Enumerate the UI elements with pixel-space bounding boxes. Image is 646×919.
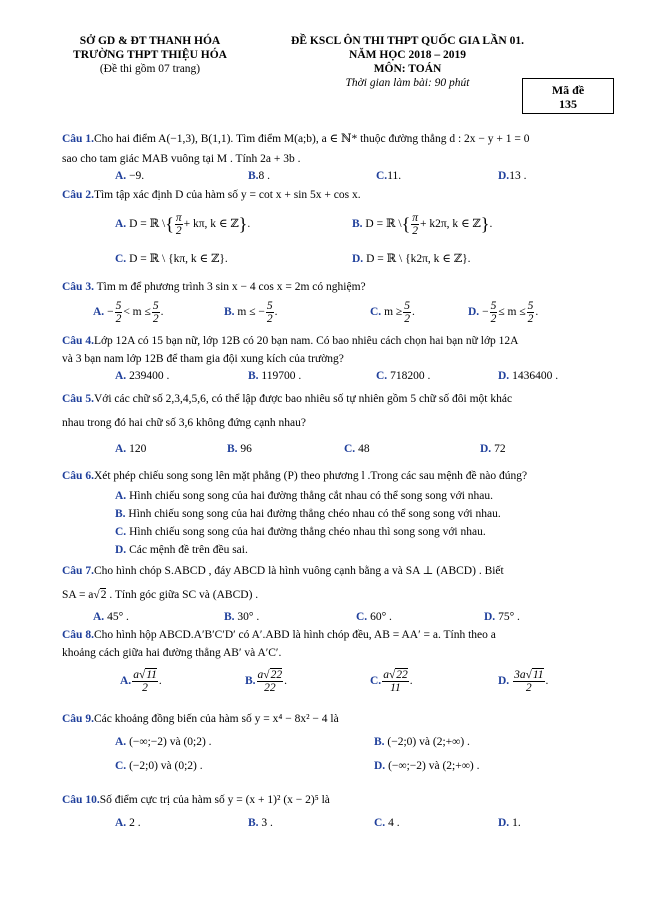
page-count-note: (Đề thi gồm 07 trang) — [99, 63, 201, 75]
question-2 — [62, 188, 622, 202]
q6-option-a: A. Hình chiếu song song của hai đường thẳng cắt nhau có thể song song với nhau. — [115, 490, 494, 502]
q1-option-a: A. −9. — [115, 170, 145, 182]
question-5-cont — [62, 416, 622, 430]
q5-option-d: D. 72 — [480, 443, 506, 455]
question-4 — [62, 334, 622, 348]
q3-option-d: D. − $\frac{5}{2}$ ≤ m ≤ $\frac{5}{2}$ . — [468, 300, 539, 325]
subject: MÔN: TOÁN — [373, 63, 442, 75]
q6-option-d: D. Các mệnh đề trên đều sai. — [115, 544, 248, 556]
question-text: Tìm m để phương trình 3 sin x − 4 cos x = 2m có nghiệm? — [96, 281, 366, 293]
q7-option-d: D. 75° . — [484, 611, 520, 623]
q10-option-d: D. 1. — [498, 817, 521, 829]
school-name: TRƯỜNG THPT THIỆU HÓA — [73, 49, 227, 61]
question-8-cont — [62, 646, 622, 660]
q5-option-c: C. 48 — [344, 443, 370, 455]
question-1 — [62, 132, 622, 146]
question-3 — [62, 280, 622, 294]
question-label: Câu 7. — [62, 565, 94, 577]
q7-option-a: A. 45° . — [93, 611, 129, 623]
question-text: Với các chữ số 2,3,4,5,6, có thể lập được bao nhiêu số tự nhiên gồm 5 chữ số đôi một khác — [93, 393, 513, 405]
question-label: Câu 10. — [62, 794, 100, 806]
q7-option-b: B. 30° . — [224, 611, 260, 623]
q9-option-b: B. (−2;0) và (2;+∞) . — [374, 736, 470, 748]
q3-option-a: A. − $\frac{5}{2}$ < m ≤ $\frac{5}{2}$ . — [93, 300, 164, 325]
q2-option-a: A. D = ℝ \{ $\frac{\pi}{2}$ + kπ, k ∈ ℤ}. — [115, 212, 251, 237]
q6-option-c: C. Hình chiếu song song của hai đường thẳng chéo nhau thì song song với nhau. — [115, 526, 486, 538]
q4-option-c: C. 718200 . — [376, 370, 431, 382]
q4-option-b: B. 119700 . — [248, 370, 302, 382]
question-label: Câu 8. — [62, 629, 94, 641]
time-limit: Thời gian làm bài: 90 phút — [345, 77, 470, 89]
q8-option-b: B. $\frac{a√22}{22}$ . — [245, 669, 287, 694]
exam-code-value: 135 — [559, 97, 577, 111]
header-right — [275, 34, 540, 90]
question-6 — [62, 469, 622, 483]
question-label: Câu 3. — [62, 281, 94, 293]
question-5 — [62, 392, 622, 406]
q4-option-d: D. 1436400 . — [498, 370, 559, 382]
question-text: và 3 bạn nam lớp 12B để tham gia đội xung kích của trường? — [62, 353, 344, 365]
q1-option-c: C.11. — [376, 170, 402, 182]
q2-option-b: B. D = ℝ \{ $\frac{\pi}{2}$ + k2π, k ∈ ℤ}. — [352, 212, 493, 237]
q6-option-b: B. Hình chiếu song song của hai đường thẳng chéo nhau có thể song song với nhau. — [115, 508, 501, 520]
question-text: Xét phép chiếu song song lên mặt phẳng (P) theo phương l .Trong các sau mệnh đề nào đúng? — [93, 470, 528, 482]
question-1-cont — [62, 152, 622, 166]
header-left — [40, 34, 260, 76]
fraction: $\frac{\pi}{2}$ — [175, 212, 182, 237]
question-text: Lớp 12A có 15 bạn nữ, lớp 12B có 20 bạn nam. Có bao nhiêu cách chọn hai bạn nữ lớp 12A — [93, 335, 519, 347]
q1-option-d: D.13 . — [498, 170, 527, 182]
q3-option-b: B. m ≤ − $\frac{5}{2}$ . — [224, 300, 278, 325]
question-text: Cho hai điểm A(−1,3), B(1,1). Tìm điểm M(a;b), a ∈ ℕ* thuộc đường thẳng d : 2x − y + 1 = 0 — [93, 133, 530, 145]
question-label: Câu 5. — [62, 393, 94, 405]
question-text: Cho hình hộp ABCD.A′B′C′D′ có A′.ABD là hình chóp đều, AB = AA′ = a. Tính theo a — [93, 629, 496, 641]
q7-option-c: C. 60° . — [356, 611, 392, 623]
question-label: Câu 2. — [62, 189, 94, 201]
q4-option-a: A. 239400 . — [115, 370, 170, 382]
question-text: Tìm tập xác định D của hàm số y = cot x + sin 5x + cos x. — [93, 189, 361, 201]
q8-option-d: D. $\frac{3a√11}{2}$ . — [498, 669, 549, 694]
exam-code-label: Mã đề — [551, 83, 585, 97]
question-label: Câu 6. — [62, 470, 94, 482]
question-label: Câu 9. — [62, 713, 94, 725]
q9-option-c: C. (−2;0) và (0;2) . — [115, 760, 203, 772]
question-9 — [62, 712, 622, 726]
q9-option-a: A. (−∞;−2) và (0;2) . — [115, 736, 212, 748]
q8-option-c: C. $\frac{a√22}{11}$ . — [370, 669, 413, 694]
school-year: NĂM HỌC 2018 – 2019 — [349, 49, 466, 61]
exam-title: ĐỀ KSCL ÔN THI THPT QUỐC GIA LẦN 01. — [291, 35, 524, 47]
question-text: nhau trong đó hai chữ số 3,6 không đứng cạnh nhau? — [62, 417, 307, 429]
q2-option-c: C. D = ℝ \ {kπ, k ∈ ℤ}. — [115, 253, 228, 265]
q10-option-a: A. 2 . — [115, 817, 141, 829]
q10-option-c: C. 4 . — [374, 817, 400, 829]
q2-option-d: D. D = ℝ \ {k2π, k ∈ ℤ}. — [352, 253, 471, 265]
question-8 — [62, 628, 622, 642]
question-text: Số điểm cực trị của hàm số y = (x + 1)² (x − 2)⁵ là — [99, 794, 330, 806]
question-label: Câu 1. — [62, 133, 94, 145]
department-name: SỞ GD & ĐT THANH HÓA — [79, 35, 221, 47]
q9-option-d: D. (−∞;−2) và (2;+∞) . — [374, 760, 480, 772]
question-text: khoảng cách giữa hai đường thẳng AB′ và A′C′. — [62, 647, 282, 659]
q1-option-b: B.8 . — [248, 170, 271, 182]
question-4-cont — [62, 352, 622, 366]
question-7-cont: SA = a√2 . Tính góc giữa SC và (ABCD) . — [62, 589, 259, 601]
q8-option-a: A. $\frac{a√11}{2}$ . — [120, 669, 162, 694]
question-text: Cho hình chóp S.ABCD , đáy ABCD là hình vuông cạnh bằng a và SA ⊥ (ABCD) . Biết — [93, 565, 504, 577]
exam-code-box — [522, 78, 614, 114]
q3-option-c: C. m ≥ $\frac{5}{2}$ . — [370, 300, 415, 325]
question-label: Câu 4. — [62, 335, 94, 347]
q10-option-b: B. 3 . — [248, 817, 273, 829]
question-10 — [62, 793, 622, 807]
q5-option-a: A. 120 — [115, 443, 147, 455]
q5-option-b: B. 96 — [227, 443, 252, 455]
fraction: $\frac{\pi}{2}$ — [412, 212, 418, 237]
question-7 — [62, 564, 622, 578]
question-text: sao cho tam giác MAB vuông tại M . Tính 2a + 3b . — [62, 153, 301, 165]
question-text: Các khoảng đồng biến của hàm số y = x⁴ − 8x² − 4 là — [93, 713, 339, 725]
